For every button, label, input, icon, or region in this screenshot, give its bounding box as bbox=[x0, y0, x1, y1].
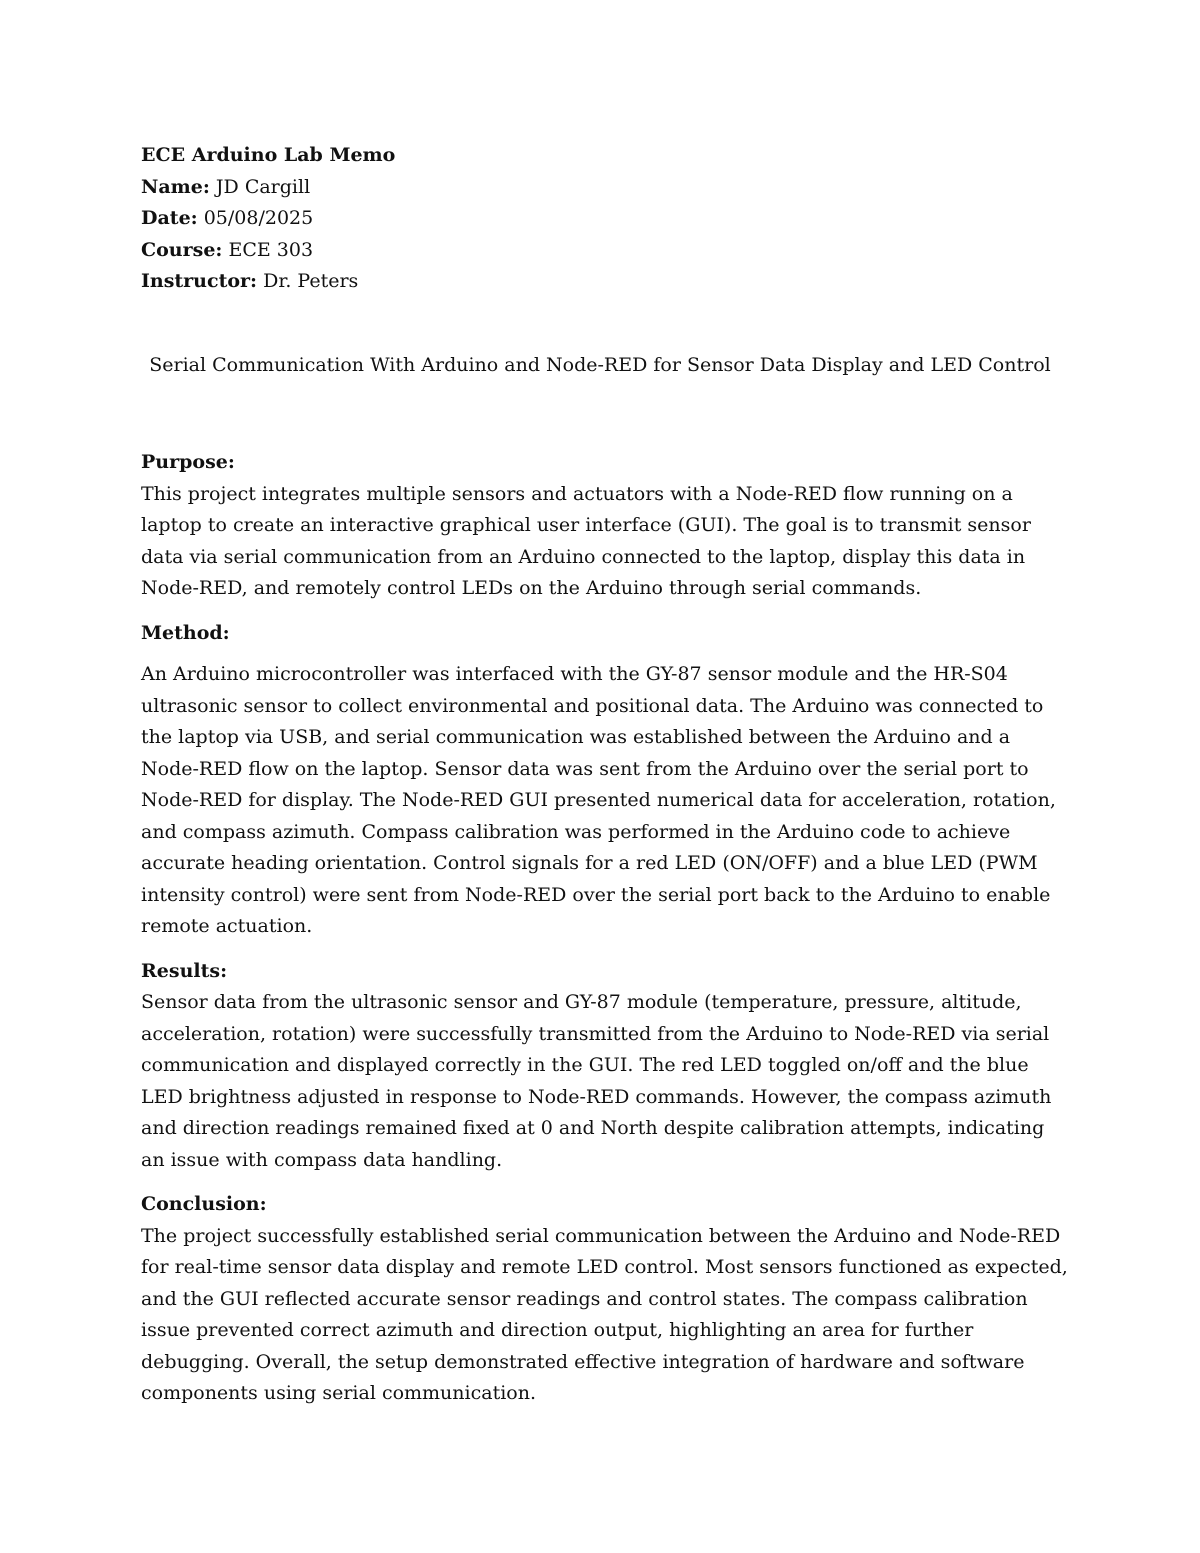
memo-page bbox=[141, 140, 1071, 1410]
course-line bbox=[141, 235, 1071, 267]
instructor-label: Instructor: bbox=[141, 270, 258, 292]
date-line bbox=[141, 203, 1071, 235]
conclusion-heading: Conclusion: bbox=[141, 1193, 267, 1215]
course-label: Course: bbox=[141, 238, 223, 261]
method-paragraph: An Arduino microcontroller was interfaced with the GY-87 sensor module and the HR-S04 ultrasonic sensor to collect environmental and positional data. The Arduino was connected to the laptop via USB, and serial communication was established between the Arduino and a Node-RED flow on the laptop. Sensor data was sent from the Arduino over the serial port to Node-RED for display. The Node-RED GUI presented numerical data for acceleration, rotation, and compass azimuth. Compass calibration was performed in the Arduino code to achieve accurate heading orientation. Control signals for a red LED (ON/OFF) and a blue LED (PWM intensity control) were sent from Node-RED over the serial port back to the Arduino to enable remote actuation. bbox=[141, 663, 1056, 937]
course-value: ECE 303 bbox=[222, 238, 314, 261]
date-value: 05/08/2025 bbox=[197, 207, 314, 229]
name-value: JD Cargill bbox=[209, 175, 311, 198]
conclusion-paragraph: The project successfully established serial communication between the Arduino and Node-RED for real-time sensor data display and remote LED control. Most sensors functioned as expected, and the GUI reflected accurate sensor readings and control states. The compass calibration issue prevented correct azimuth and direction output, highlighting an area for further debugging. Overall, the setup demonstrated effective integration of hardware and software components using serial communication. bbox=[141, 1224, 1068, 1404]
date-label: Date: bbox=[141, 207, 198, 229]
memo-title: ECE Arduino Lab Memo bbox=[141, 144, 396, 166]
document-title: Serial Communication With Arduino and Node-RED for Sensor Data Display and LED Control bbox=[149, 353, 1051, 376]
name-line bbox=[141, 172, 1071, 204]
name-label: Name: bbox=[141, 175, 210, 198]
purpose-heading: Purpose: bbox=[141, 451, 235, 473]
method-heading: Method: bbox=[141, 621, 230, 644]
results-paragraph: Sensor data from the ultrasonic sensor and GY-87 module (temperature, pressure, altitude, acceleration, rotation) were successfully transmitted from the Arduino to Node-RED via serial communication and displayed correctly in the GUI. The red LED toggled on/off and the blue LED brightness adjusted in response to Node-RED commands. However, the compass azimuth and direction readings remained fixed at 0 and North despite calibration attempts, indicating an issue with compass data handling. bbox=[141, 991, 1052, 1171]
results-heading: Results: bbox=[141, 959, 228, 982]
purpose-paragraph: This project integrates multiple sensors and actuators with a Node-RED flow running on a laptop to create an interactive graphical user interface (GUI). The goal is to transmit sensor data via serial communication from an Arduino connected to the laptop, display this data in Node-RED, and remotely control LEDs on the Arduino through serial commands. bbox=[141, 482, 1031, 599]
instructor-value: Dr. Peters bbox=[257, 270, 359, 292]
instructor-line bbox=[141, 266, 1071, 298]
